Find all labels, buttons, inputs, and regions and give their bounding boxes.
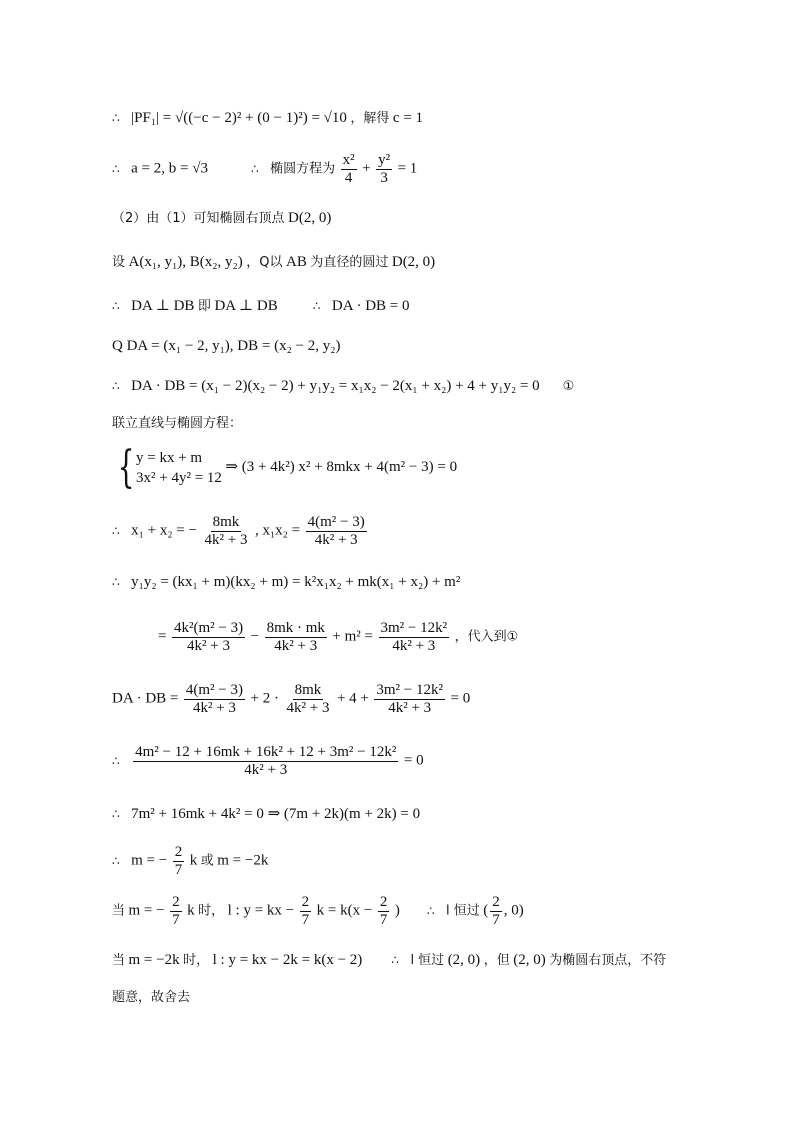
line-case-2: 当 m = −2k 时， l : y = kx − 2k = k(x − 2) ∴ l 恒过 (2, 0) ，但 (2, 0) 为椭圆右顶点，不符 [112, 952, 667, 968]
line-part2-intro [112, 208, 331, 229]
math-a-b: a = 2, b = √3 [131, 160, 208, 177]
equation-system: { y = kx + m 3x² + 4y² = 12 [117, 442, 222, 493]
therefore-symbol: ∴ [426, 903, 435, 918]
line-combine [112, 414, 242, 434]
math-d-point: D(2, 0) [288, 210, 332, 226]
line-y1y2: ∴ y₁y₂ = (kx₁ + m)(kx₂ + m) = k²x₁x₂ + mk(x₁ + x₂) + m² [112, 574, 461, 590]
therefore-symbol: ∴ [312, 299, 321, 313]
line-combined-fraction: ∴ $\frac{\text{4m² − 12 + 16mk + 16k² + 12 + 3m² − 12k²}}{\text{4k² + 3}}$ = 0 [112, 744, 424, 778]
line-vieta: ∴ x₁ + x₂ = − $\frac{8mk}{\text{4k² + 3}}$ , x₁x₂ = $\frac{\text{4(m² − 3)}}{\text{4k² + 3}}$ [112, 514, 365, 548]
line-reject: 题意，故舍去 [112, 990, 191, 1005]
therefore-symbol: ∴ [250, 161, 259, 176]
text-part2: （2）由（1）可知椭圆右顶点 [112, 211, 285, 226]
line-ab-values: ∴ a = 2, b = √3 ∴ 椭圆方程为 $\frac{\text{x²}}{4}$ + $\frac{\text{y²}}{3}$ = 1 [112, 152, 418, 186]
therefore-symbol: ∴ [112, 575, 120, 589]
line-substitute: DA · DB = $\frac{\text{4(m² − 3)}}{\text{4k² + 3}}$ + 2 · $\frac{8mk}{\text{4k² + 3}}$ + 4 + $\frac{\text{3m² − 12k²}}{\text{4k² + 3}}$ = 0 [112, 682, 471, 716]
therefore-symbol: ∴ [112, 807, 120, 821]
line-case-1: 当 m = − $\frac{2}{7}$ k 时， l : y = kx − $\frac{2}{7}$ k = k(x − $\frac{2}{7}$ ) ∴ l 恒过 ( $\frac{2}{7}$ , 0) [112, 894, 524, 928]
line-factor: ∴ 7m² + 16mk + 4k² = 0 ⇒ (7m + 2k)(m + 2k) = 0 [112, 806, 421, 822]
math-quadratic: ⇒ (3 + 4k²) x² + 8mkx + 4(m² − 3) = 0 [225, 459, 458, 476]
line-vectors [112, 336, 341, 357]
therefore-symbol: ∴ [112, 523, 120, 538]
line-pf1 [112, 108, 423, 129]
math-vectors-da-db: Q DA = (x₁ − 2, y₁), DB = (x₂ − 2, y₂) [112, 338, 341, 354]
text-ellipse-equation: 椭圆方程为 [270, 161, 336, 177]
line-dot-product [112, 376, 574, 397]
fraction-x2-over-4: $\frac{\text{x²}}{4}$ [342, 152, 355, 186]
therefore-symbol: ∴ [112, 853, 120, 868]
math-c-value: c = 1 [392, 110, 424, 126]
therefore-symbol: ∴ [112, 753, 120, 768]
therefore-symbol: ∴ [112, 379, 120, 393]
therefore-symbol: ∴ [112, 111, 120, 125]
math-dot-product: DA · DB = (x₁ − 2)(x₂ − 2) + y₁y₂ = x₁x₂ − 2(x₁ + x₂) + 4 + y₁y₂ = 0 [131, 378, 540, 394]
line-system [112, 442, 458, 493]
math-a-b-points: A(x₁, y₁), B(x₂, y₂) [128, 254, 243, 270]
line-set-ab: 设 A(x₁, y₁), B(x₂, y₂) ，Q以 AB 为直径的圆过 D(2, 0) [112, 254, 436, 270]
fraction-y2-over-3: $\frac{\text{y²}}{3}$ [378, 152, 391, 186]
text-solve: ，解得 [350, 111, 390, 126]
line-perpendicular: ∴ DA ⊥ DB 即 DA ⊥ DB ∴ DA · DB = 0 [112, 298, 410, 314]
math-pf1-distance: |PF₁| = √((−c − 2)² + (0 − 1)²) = √10 [131, 110, 347, 126]
therefore-symbol: ∴ [112, 161, 120, 176]
equation-marker-1: ① [562, 379, 575, 394]
text-combine: 联立直线与椭圆方程： [112, 416, 243, 431]
therefore-symbol: ∴ [391, 953, 399, 967]
therefore-symbol: ∴ [112, 299, 120, 313]
line-y1y2-result: = $\frac{\text{4k²(m² − 3)}}{\text{4k² + 3}}$ − $\frac{8mk \cdot mk}{\text{4k² + 3}}$ + m² = $\frac{\text{3m² − 12k²}}{\text{4k² + 3}}$ ，代入到① [158, 620, 519, 654]
line-m-solutions: ∴ m = − $\frac{2}{7}$ k 或 m = −2k [112, 844, 269, 878]
